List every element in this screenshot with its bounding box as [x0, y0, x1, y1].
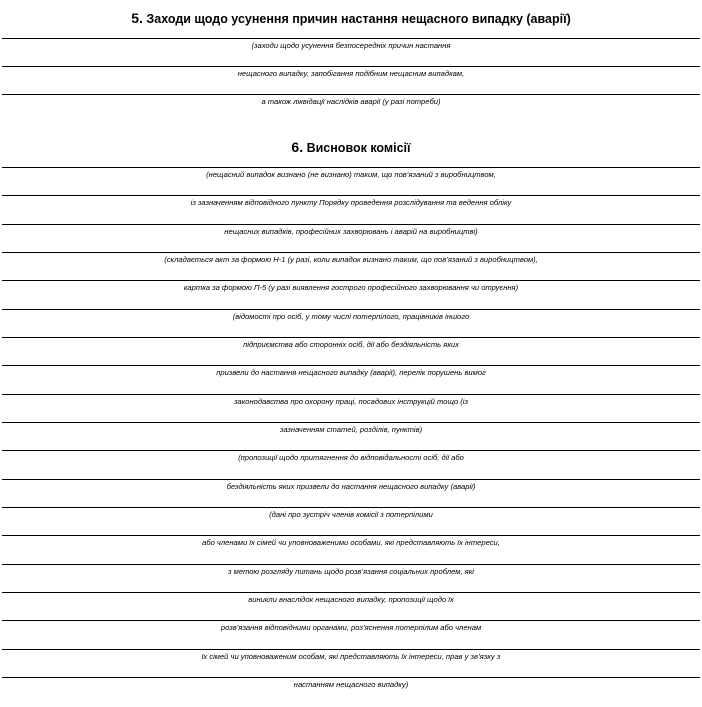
field-hint: картка за формою П-5 (у разі виявлення гострого професійного захворювання чи отруєння): [183, 283, 519, 292]
field-hint: (заходи щодо усунення безпосередніх причин настання: [251, 41, 451, 50]
fill-line[interactable]: [2, 167, 700, 168]
fill-line[interactable]: [2, 365, 700, 366]
field-hint: (відомості про осіб, у тому числі потерпілого, працівників іншого: [232, 312, 470, 321]
field-hint: нещасних випадків, професійних захворювань і аварій на виробництві): [224, 227, 478, 236]
field-hint: настанням нещасного випадку): [293, 680, 409, 689]
fill-line[interactable]: [2, 450, 700, 451]
field-hint: бездіяльність яких призвели до настання нещасного випадку (аварії): [226, 482, 476, 491]
fill-line[interactable]: [2, 564, 700, 565]
field-hint: з метою розгляду питань щодо розв’язання соціальних проблем, які: [227, 567, 474, 576]
field-hint: зазначенням статей, розділів, пунктів): [279, 425, 423, 434]
section-6-heading: [0, 139, 702, 156]
fill-line[interactable]: [2, 280, 700, 281]
fill-line[interactable]: [2, 507, 700, 508]
fill-line[interactable]: [2, 677, 700, 678]
fill-line[interactable]: [2, 224, 700, 225]
fill-line[interactable]: [2, 620, 700, 621]
fill-line[interactable]: [2, 309, 700, 310]
field-hint: (дані про зустріч членів комісії з потерпілими: [269, 510, 433, 519]
field-hint: (нещасний випадок визнано (не визнано) таким, що пов’язаний з виробництвом,: [206, 170, 496, 179]
field-hint: розв’язання відповідними органами, роз’яснення потерпілим або членам: [220, 623, 482, 632]
fill-line[interactable]: [2, 252, 700, 253]
fill-line[interactable]: [2, 422, 700, 423]
field-hint: або членами їх сімей чи уповноваженими особами, які представляють їх інтереси,: [202, 538, 500, 547]
field-hint: підприємства або сторонніх осіб, дії або бездіяльність яких: [243, 340, 459, 349]
fill-line[interactable]: [2, 535, 700, 536]
fill-line[interactable]: [2, 337, 700, 338]
fill-line[interactable]: [2, 394, 700, 395]
section-5-title: Заходи щодо усунення причин настання нещасного випадку (аварії): [146, 12, 571, 26]
field-hint: із зазначенням відповідного пункту Порядку проведення розслідування та ведення обліку: [190, 198, 512, 207]
fill-line[interactable]: [2, 479, 700, 480]
field-hint: виникли внаслідок нещасного випадку, пропозиції щодо їх: [248, 595, 454, 604]
section-6-title: Висновок комісії: [306, 141, 411, 155]
fill-line[interactable]: [2, 38, 700, 39]
field-hint: нещасного випадку, запобігання подібним нещасним випадкам,: [237, 69, 465, 78]
field-hint: призвели до настання нещасного випадку (аварії), перелік порушень вимог: [216, 368, 486, 377]
fill-line[interactable]: [2, 94, 700, 95]
field-hint: а також ліквідації наслідків аварії (у разі потреби): [261, 97, 441, 106]
section-5-heading: [0, 10, 702, 27]
section-6-number: 6.: [291, 139, 304, 155]
field-hint: законодавства про охорону праці, посадових інструкцій тощо (із: [233, 397, 469, 406]
field-hint: (пропозиції щодо притягнення до відповідальності осіб, дії або: [238, 453, 464, 462]
fill-line[interactable]: [2, 66, 700, 67]
fill-line[interactable]: [2, 195, 700, 196]
fill-line[interactable]: [2, 649, 700, 650]
fill-line[interactable]: [2, 592, 700, 593]
field-hint: (складається акт за формою Н-1 (у разі, коли випадок визнано таким, що пов’язаний з виробництвом),: [164, 255, 538, 264]
field-hint: їх сімей чи уповноваженим особам, які представляють їх інтереси, прав у зв’язку з: [201, 652, 501, 661]
section-5-number: 5.: [131, 10, 143, 26]
